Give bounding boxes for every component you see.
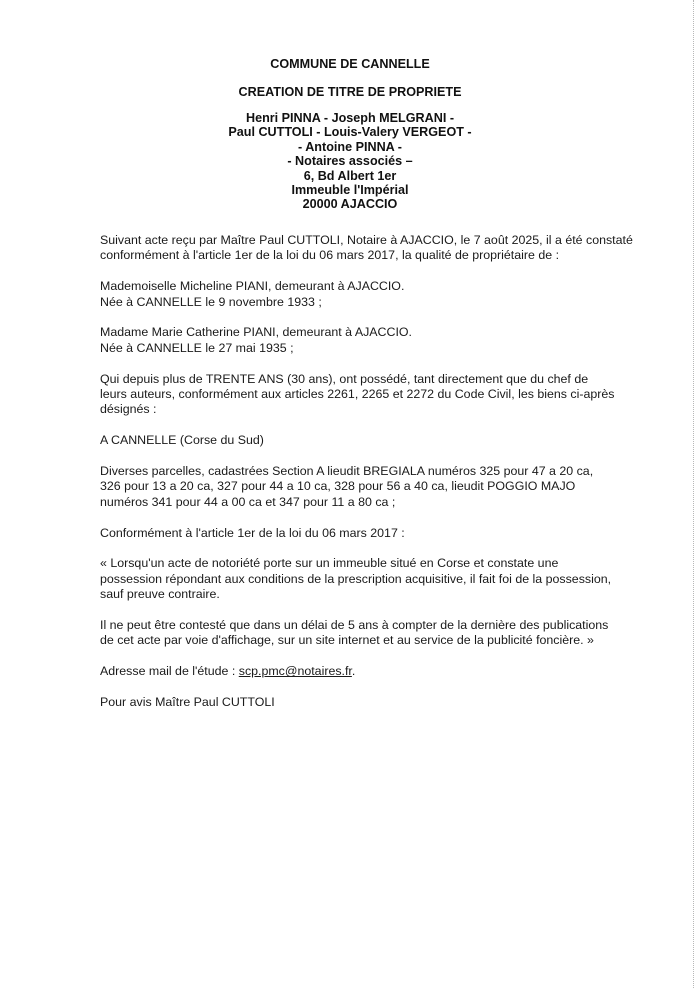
parcels-paragraph: [100, 464, 660, 510]
quote-paragraph-2: [100, 618, 660, 649]
email-paragraph: [100, 664, 660, 679]
text-line: Mademoiselle Micheline PIANI, demeurant à AJACCIO.: [100, 279, 405, 294]
text-line: Qui depuis plus de TRENTE ANS (30 ans), ont possédé, tant directement que du chef de: [100, 371, 589, 386]
document-subtitle: CREATION DE TITRE DE PROPRIETE: [238, 85, 462, 99]
signature-line: Pour avis Maître Paul CUTTOLI: [100, 695, 275, 710]
text-line: désignés :: [100, 402, 157, 417]
text-line: de cet acte par voie d'affichage, sur un site internet et au service de la publicité foncière. »: [100, 633, 594, 648]
document-body: [100, 233, 660, 726]
intro-paragraph: [100, 233, 660, 264]
signature-paragraph: [100, 695, 660, 710]
document-title: COMMUNE DE CANNELLE: [270, 57, 430, 71]
address-line: Immeuble l'Impérial: [291, 183, 409, 198]
text-line: Suivant acte reçu par Maître Paul CUTTOLI, Notaire à AJACCIO, le 7 août 2025, il a été constaté: [100, 233, 633, 247]
notaries-line: - Notaires associés –: [287, 154, 413, 169]
text-line: Madame Marie Catherine PIANI, demeurant à AJACCIO.: [100, 325, 412, 340]
text-line: Née à CANNELLE le 27 mai 1935 ;: [100, 340, 294, 355]
notaries-line: Paul CUTTOLI - Louis-Valery VERGEOT -: [228, 125, 472, 140]
email-line: [100, 664, 660, 679]
text-line: 326 pour 13 a 20 ca, 327 pour 44 a 10 ca, 328 pour 56 a 40 ca, lieudit POGGIO MAJO: [100, 479, 576, 494]
text-line: A CANNELLE (Corse du Sud): [100, 433, 264, 448]
notaries-line: Henri PINNA - Joseph MELGRANI -: [245, 111, 455, 125]
email-suffix: .: [351, 664, 356, 679]
owner-1-paragraph: [100, 279, 660, 310]
location-paragraph: [100, 433, 660, 448]
text-line: leurs auteurs, conformément aux articles 2261, 2265 et 2272 du Code Civil, les biens ci-après: [100, 387, 615, 402]
notaries-line: - Antoine PINNA -: [297, 139, 402, 154]
text-line: Née à CANNELLE le 9 novembre 1933 ;: [100, 294, 322, 309]
address-line: 6, Bd Albert 1er: [303, 168, 397, 183]
text-line: Conformément à l'article 1er de la loi du 06 mars 2017 :: [100, 525, 405, 540]
text-line: numéros 341 pour 44 a 00 ca et 347 pour 11 a 80 ca ;: [100, 494, 396, 509]
text-line: Diverses parcelles, cadastrées Section A lieudit BREGIALA numéros 325 pour 47 a 20 ca,: [100, 464, 594, 479]
quote-paragraph-1: [100, 556, 660, 602]
address-line: 20000 AJACCIO: [302, 197, 398, 212]
possession-paragraph: [100, 372, 660, 418]
email-link[interactable]: scp.pmc@notaires.fr: [238, 664, 352, 679]
text-line: sauf preuve contraire.: [100, 587, 220, 602]
notaries-block: [0, 111, 700, 212]
text-line: « Lorsqu'un acte de notoriété porte sur un immeuble situé en Corse et constate une: [100, 556, 559, 571]
email-label: Adresse mail de l'étude :: [100, 664, 239, 679]
law-reference-paragraph: [100, 526, 660, 541]
text-line: conformément à l'article 1er de la loi du 06 mars 2017, la qualité de propriétaire de :: [100, 248, 560, 263]
text-line: Il ne peut être contesté que dans un délai de 5 ans à compter de la dernière des publications: [100, 618, 609, 633]
text-line: possession répondant aux conditions de la prescription acquisitive, il fait foi de la possession,: [100, 571, 612, 586]
owner-2-paragraph: [100, 325, 660, 356]
